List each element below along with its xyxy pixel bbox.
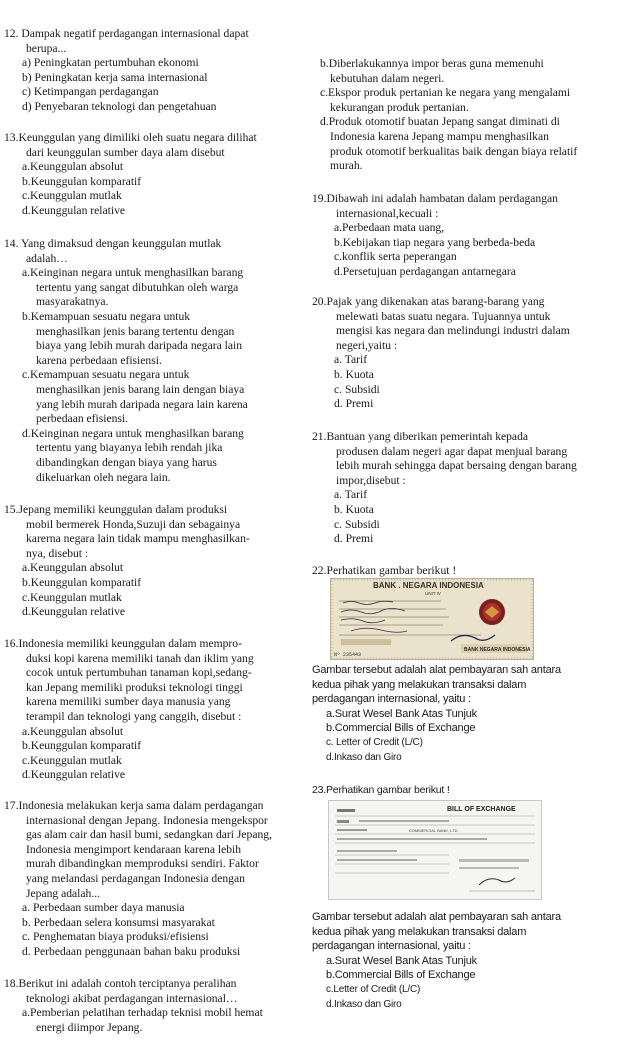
question-17-stem-line: internasional dengan Jepang. Indonesia mengekspor bbox=[26, 813, 268, 827]
question-20-stem-line: mengisi kas negara dan melindungi industri dalam bbox=[336, 324, 570, 338]
question-20 bbox=[312, 295, 632, 412]
option-line: kebutuhan dalam negeri. bbox=[330, 71, 445, 85]
question-22-stem-line: Gambar tersebut adalah alat pembayaran sah antara bbox=[312, 664, 561, 676]
question-12-option-c[interactable]: c) Ketimpangan perdagangan bbox=[22, 85, 159, 99]
question-14-option-d[interactable] bbox=[4, 427, 306, 485]
question-14-option-a[interactable] bbox=[4, 266, 306, 310]
question-13-option-c[interactable]: c.Keunggulan mutlak bbox=[22, 189, 122, 203]
question-21 bbox=[312, 430, 632, 547]
question-21-stem-line: produsen dalam negeri agar dapat menjual barang bbox=[336, 444, 568, 458]
question-19-option-d[interactable]: d.Persetujuan perdagangan antarnegara bbox=[334, 264, 516, 278]
question-16-option-d[interactable]: d.Keunggulan relative bbox=[22, 768, 126, 782]
question-16 bbox=[4, 637, 306, 783]
question-21-stem-line: impor,disebut : bbox=[336, 473, 406, 487]
question-17-option-d[interactable]: d. Perbedaan penggunaan bahan baku produksi bbox=[22, 944, 241, 958]
option-line: dibandingkan dengan biaya yang harus bbox=[36, 455, 217, 469]
question-15-stem-line: mobil bermerek Honda,Suzuji dan sebagainya bbox=[26, 517, 241, 531]
question-19-option-c[interactable]: c.konflik serta peperangan bbox=[334, 250, 457, 264]
question-15-option-b[interactable]: b.Keunggulan komparatif bbox=[22, 575, 142, 589]
question-22-stem-line: kedua pihak yang melakukan transaksi dalam bbox=[312, 678, 527, 691]
bank-draft-illustration bbox=[331, 579, 533, 659]
bank-draft-bank-name: BANK . NEGARA INDONESIA bbox=[373, 581, 484, 590]
question-16-stem-line: karena memiliki sumber daya manusia yang bbox=[26, 695, 231, 709]
question-23-body bbox=[312, 910, 632, 1012]
option-line: d.Produk otomotif buatan Jepang sangat diminati di bbox=[320, 115, 560, 129]
question-12-stem-line: 12. Dampak negatif perdagangan internasional dapat bbox=[4, 27, 249, 40]
question-18-stem-line: 18.Berikut ini adalah contoh terciptanya peralihan bbox=[4, 977, 237, 990]
question-23-title: 23.Perhatikan gambar berikut ! bbox=[312, 784, 450, 796]
question-13-stem-line: dari keunggulan sumber daya alam disebut bbox=[26, 145, 225, 159]
question-23-stem-line: kedua pihak yang melakukan transaksi dalam bbox=[312, 925, 527, 938]
question-23-option-c[interactable]: c.Letter of Credit (L/C) bbox=[326, 983, 421, 995]
bill-heading: BILL OF EXCHANGE bbox=[447, 806, 516, 813]
option-line: masyarakatnya. bbox=[36, 295, 109, 309]
question-20-option-c[interactable]: c. Subsidi bbox=[334, 382, 380, 396]
option-line: dikeluarkan oleh negara lain. bbox=[36, 470, 171, 484]
question-15-option-d[interactable]: d.Keunggulan relative bbox=[22, 605, 126, 619]
option-line: b.Diberlakukannya impor beras guna memenuhi bbox=[320, 57, 544, 70]
option-line: a.Pemberian pelatihan terhadap teknisi mobil hemat bbox=[22, 1006, 263, 1020]
question-17-stem-line: yang melandasi perdagangan Indonesia dengan bbox=[26, 871, 245, 885]
question-21-option-b[interactable]: b. Kuota bbox=[334, 502, 374, 516]
question-18-option-d[interactable] bbox=[312, 115, 632, 173]
question-15-option-c[interactable]: c.Keunggulan mutlak bbox=[22, 590, 122, 604]
question-17-stem-line: Indonesia mengimport kendaraan karena lebih bbox=[26, 842, 242, 856]
question-14-stem-line: adalah… bbox=[26, 251, 68, 265]
question-23-option-a[interactable]: a.Surat Wesel Bank Atas Tunjuk bbox=[326, 954, 477, 967]
question-14-option-c[interactable] bbox=[4, 368, 306, 426]
option-line: d.Keinginan negara untuk menghasilkan barang bbox=[22, 426, 244, 440]
question-16-option-b[interactable]: b.Keunggulan komparatif bbox=[22, 739, 142, 753]
question-17 bbox=[4, 799, 306, 960]
option-line: menghasilkan jenis barang tertentu dengan bbox=[36, 324, 235, 338]
question-17-stem-line: murah dibandingkan memproduksi sendiri. Faktor bbox=[26, 857, 259, 871]
question-12-option-b[interactable]: b) Peningkatan kerja sama internasional bbox=[22, 70, 208, 84]
bill-of-exchange-illustration bbox=[329, 801, 541, 899]
question-12 bbox=[4, 27, 306, 115]
question-23-option-d[interactable]: d.Inkaso dan Giro bbox=[326, 998, 402, 1010]
question-16-stem-line: 16.Indonesia memiliki keunggulan dalam mempro- bbox=[4, 637, 242, 650]
question-20-option-d[interactable]: d. Premi bbox=[334, 397, 374, 411]
question-13-stem-line: 13.Keunggulan yang dimiliki oleh suatu negara dilihat bbox=[4, 131, 257, 144]
question-14 bbox=[4, 237, 306, 485]
question-19 bbox=[312, 192, 632, 280]
question-14-option-b[interactable] bbox=[4, 310, 306, 368]
question-17-option-b[interactable]: b. Perbedaan selera konsumsi masyarakat bbox=[22, 915, 215, 929]
question-17-stem-line: 17.Indonesia melakukan kerja sama dalam perdagangan bbox=[4, 799, 264, 812]
option-line: tertentu yang sangat dibutuhkan oleh warga bbox=[36, 280, 239, 294]
question-19-stem-line: internasional,kecuali : bbox=[336, 206, 439, 220]
question-19-option-a[interactable]: a.Perbedaan mata uang, bbox=[334, 221, 445, 235]
option-line: tertentu yang biayanya lebih rendah jika bbox=[36, 441, 223, 455]
option-line: menghasilkan jenis barang lain dengan biaya bbox=[36, 382, 245, 396]
question-18-continued bbox=[312, 57, 632, 174]
option-line: karena perbedaan efisiensi. bbox=[36, 353, 162, 367]
question-20-option-b[interactable]: b. Kuota bbox=[334, 367, 374, 381]
option-line: c.Kemampuan sesuatu negara untuk bbox=[22, 368, 190, 382]
question-20-stem-line: 20.Pajak yang dikenakan atas barang-barang yang bbox=[312, 295, 545, 308]
question-20-stem-line: melewati batas suatu negara. Tujuannya untuk bbox=[336, 309, 551, 323]
option-line: yang lebih murah daripada negara lain karena bbox=[36, 397, 248, 411]
question-23-stem-line: perdagangan internasional, yaitu : bbox=[312, 940, 471, 953]
question-15-stem-line: nya, disebut : bbox=[26, 546, 89, 560]
question-16-stem-line: cocok untuk pertumbuhan tanaman kopi,sedang- bbox=[26, 666, 252, 680]
question-21-option-a[interactable]: a. Tarif bbox=[334, 488, 368, 502]
question-13 bbox=[4, 131, 306, 219]
bank-draft-unit: UNIT IV bbox=[425, 591, 441, 596]
question-15-stem-line: 15.Jepang memiliki keunggulan dalam produksi bbox=[4, 503, 228, 516]
question-17-stem-line: Jepang adalah... bbox=[26, 886, 101, 900]
question-23-stem-line: Gambar tersebut adalah alat pembayaran sah antara bbox=[312, 911, 561, 923]
question-22 bbox=[312, 564, 632, 579]
question-16-option-c[interactable]: c.Keunggulan mutlak bbox=[22, 753, 122, 767]
option-line: a.Keinginan negara untuk menghasilkan barang bbox=[22, 266, 244, 280]
question-22-option-c[interactable]: c. Letter of Credit (L/C) bbox=[326, 736, 423, 748]
question-20-option-a[interactable]: a. Tarif bbox=[334, 353, 368, 367]
option-line: kekurangan produk pertanian. bbox=[330, 100, 469, 114]
question-17-stem-line: gas alam cair dan hasil bumi, sedangkan dari Jepang, bbox=[26, 828, 272, 842]
question-18-option-b[interactable] bbox=[312, 57, 632, 86]
question-16-stem-line: terampil dan teknologi yang canggih, disebut : bbox=[26, 709, 242, 723]
question-15-stem-line: karerna negara lain tidak mampu menghasilkan- bbox=[26, 532, 250, 546]
question-21-stem-line: lebih murah sehingga dapat bersaing dengan barang bbox=[336, 459, 577, 473]
option-line: produk otomotif berkualitas baik dengan biaya relatif bbox=[330, 144, 578, 158]
bank-draft-serial: Nº 235443 bbox=[334, 652, 362, 658]
question-21-option-d[interactable]: d. Premi bbox=[334, 532, 374, 546]
question-19-stem-line: 19.Dibawah ini adalah hambatan dalam perdagangan bbox=[312, 192, 558, 205]
question-13-option-b[interactable]: b.Keunggulan komparatif bbox=[22, 174, 142, 188]
question-16-option-a[interactable]: a.Keunggulan absolut bbox=[22, 724, 124, 738]
question-22-stem-line: perdagangan internasional, yaitu : bbox=[312, 693, 471, 706]
question-15-option-a[interactable]: a.Keunggulan absolut bbox=[22, 561, 124, 575]
question-14-stem-line: 14. Yang dimaksud dengan keunggulan mutlak bbox=[4, 237, 222, 250]
question-18 bbox=[4, 977, 306, 1035]
option-line: perbedaan efisiensi. bbox=[36, 412, 129, 426]
option-line: biaya yang lebih murah daripada negara lain bbox=[36, 339, 243, 353]
question-22-body bbox=[312, 663, 632, 765]
question-16-stem-line: kan Jepang memiliki produksi teknologi tinggi bbox=[26, 680, 243, 694]
question-20-stem-line: negeri,yaitu : bbox=[336, 338, 398, 352]
question-19-option-b[interactable]: b.Kebijakan tiap negara yang berbeda-beda bbox=[334, 235, 536, 249]
question-15 bbox=[4, 503, 306, 620]
question-21-option-c[interactable]: c. Subsidi bbox=[334, 517, 380, 531]
question-12-option-a[interactable]: a) Peningkatan pertumbuhan ekonomi bbox=[22, 56, 199, 70]
question-18-option-a[interactable] bbox=[4, 1006, 306, 1035]
question-23-option-b[interactable]: b.Commercial Bills of Exchange bbox=[326, 969, 476, 982]
question-17-option-a[interactable]: a. Perbedaan sumber daya manusia bbox=[22, 901, 185, 915]
bill-of-exchange-image bbox=[328, 800, 542, 900]
question-13-option-d[interactable]: d.Keunggulan relative bbox=[22, 203, 126, 217]
bank-draft-image bbox=[330, 578, 534, 660]
question-22-option-b[interactable]: b.Commercial Bills of Exchange bbox=[326, 722, 476, 735]
question-22-option-a[interactable]: a.Surat Wesel Bank Atas Tunjuk bbox=[326, 707, 477, 720]
question-22-option-d[interactable]: d.Inkaso dan Giro bbox=[326, 751, 402, 763]
question-23 bbox=[312, 783, 632, 798]
option-line: Indonesia karena Jepang mampu menghasilkan bbox=[330, 129, 549, 143]
question-12-option-d[interactable]: d) Penyebaran teknologi dan pengetahuan bbox=[22, 99, 217, 113]
option-line: b.Kemampuan sesuatu negara untuk bbox=[22, 309, 191, 323]
question-16-stem-line: duksi kopi karena memiliki tanah dan iklim yang bbox=[26, 651, 254, 665]
question-18-option-c[interactable] bbox=[312, 86, 632, 115]
question-22-title: 22.Perhatikan gambar berikut ! bbox=[312, 564, 457, 577]
question-18-stem-line: teknologi akibat perdagangan internasional… bbox=[26, 991, 238, 1005]
option-line: c.Ekspor produk pertanian ke negara yang mengalami bbox=[320, 86, 571, 100]
question-12-stem-line: berupa... bbox=[26, 41, 67, 55]
option-line: energi diimpor Jepang. bbox=[36, 1020, 143, 1034]
bill-bank-name: COMMERCIAL BANK, LTD. bbox=[409, 828, 459, 833]
question-17-option-c[interactable]: c. Penghematan biaya produksi/efisiensi bbox=[22, 930, 209, 944]
question-21-stem-line: 21.Bantuan yang diberikan pemerintah kepada bbox=[312, 430, 529, 443]
option-line: murah. bbox=[330, 159, 363, 173]
bank-draft-bottom-name: BANK NEGARA INDONESIA bbox=[464, 647, 531, 653]
question-13-option-a[interactable]: a.Keunggulan absolut bbox=[22, 160, 124, 174]
